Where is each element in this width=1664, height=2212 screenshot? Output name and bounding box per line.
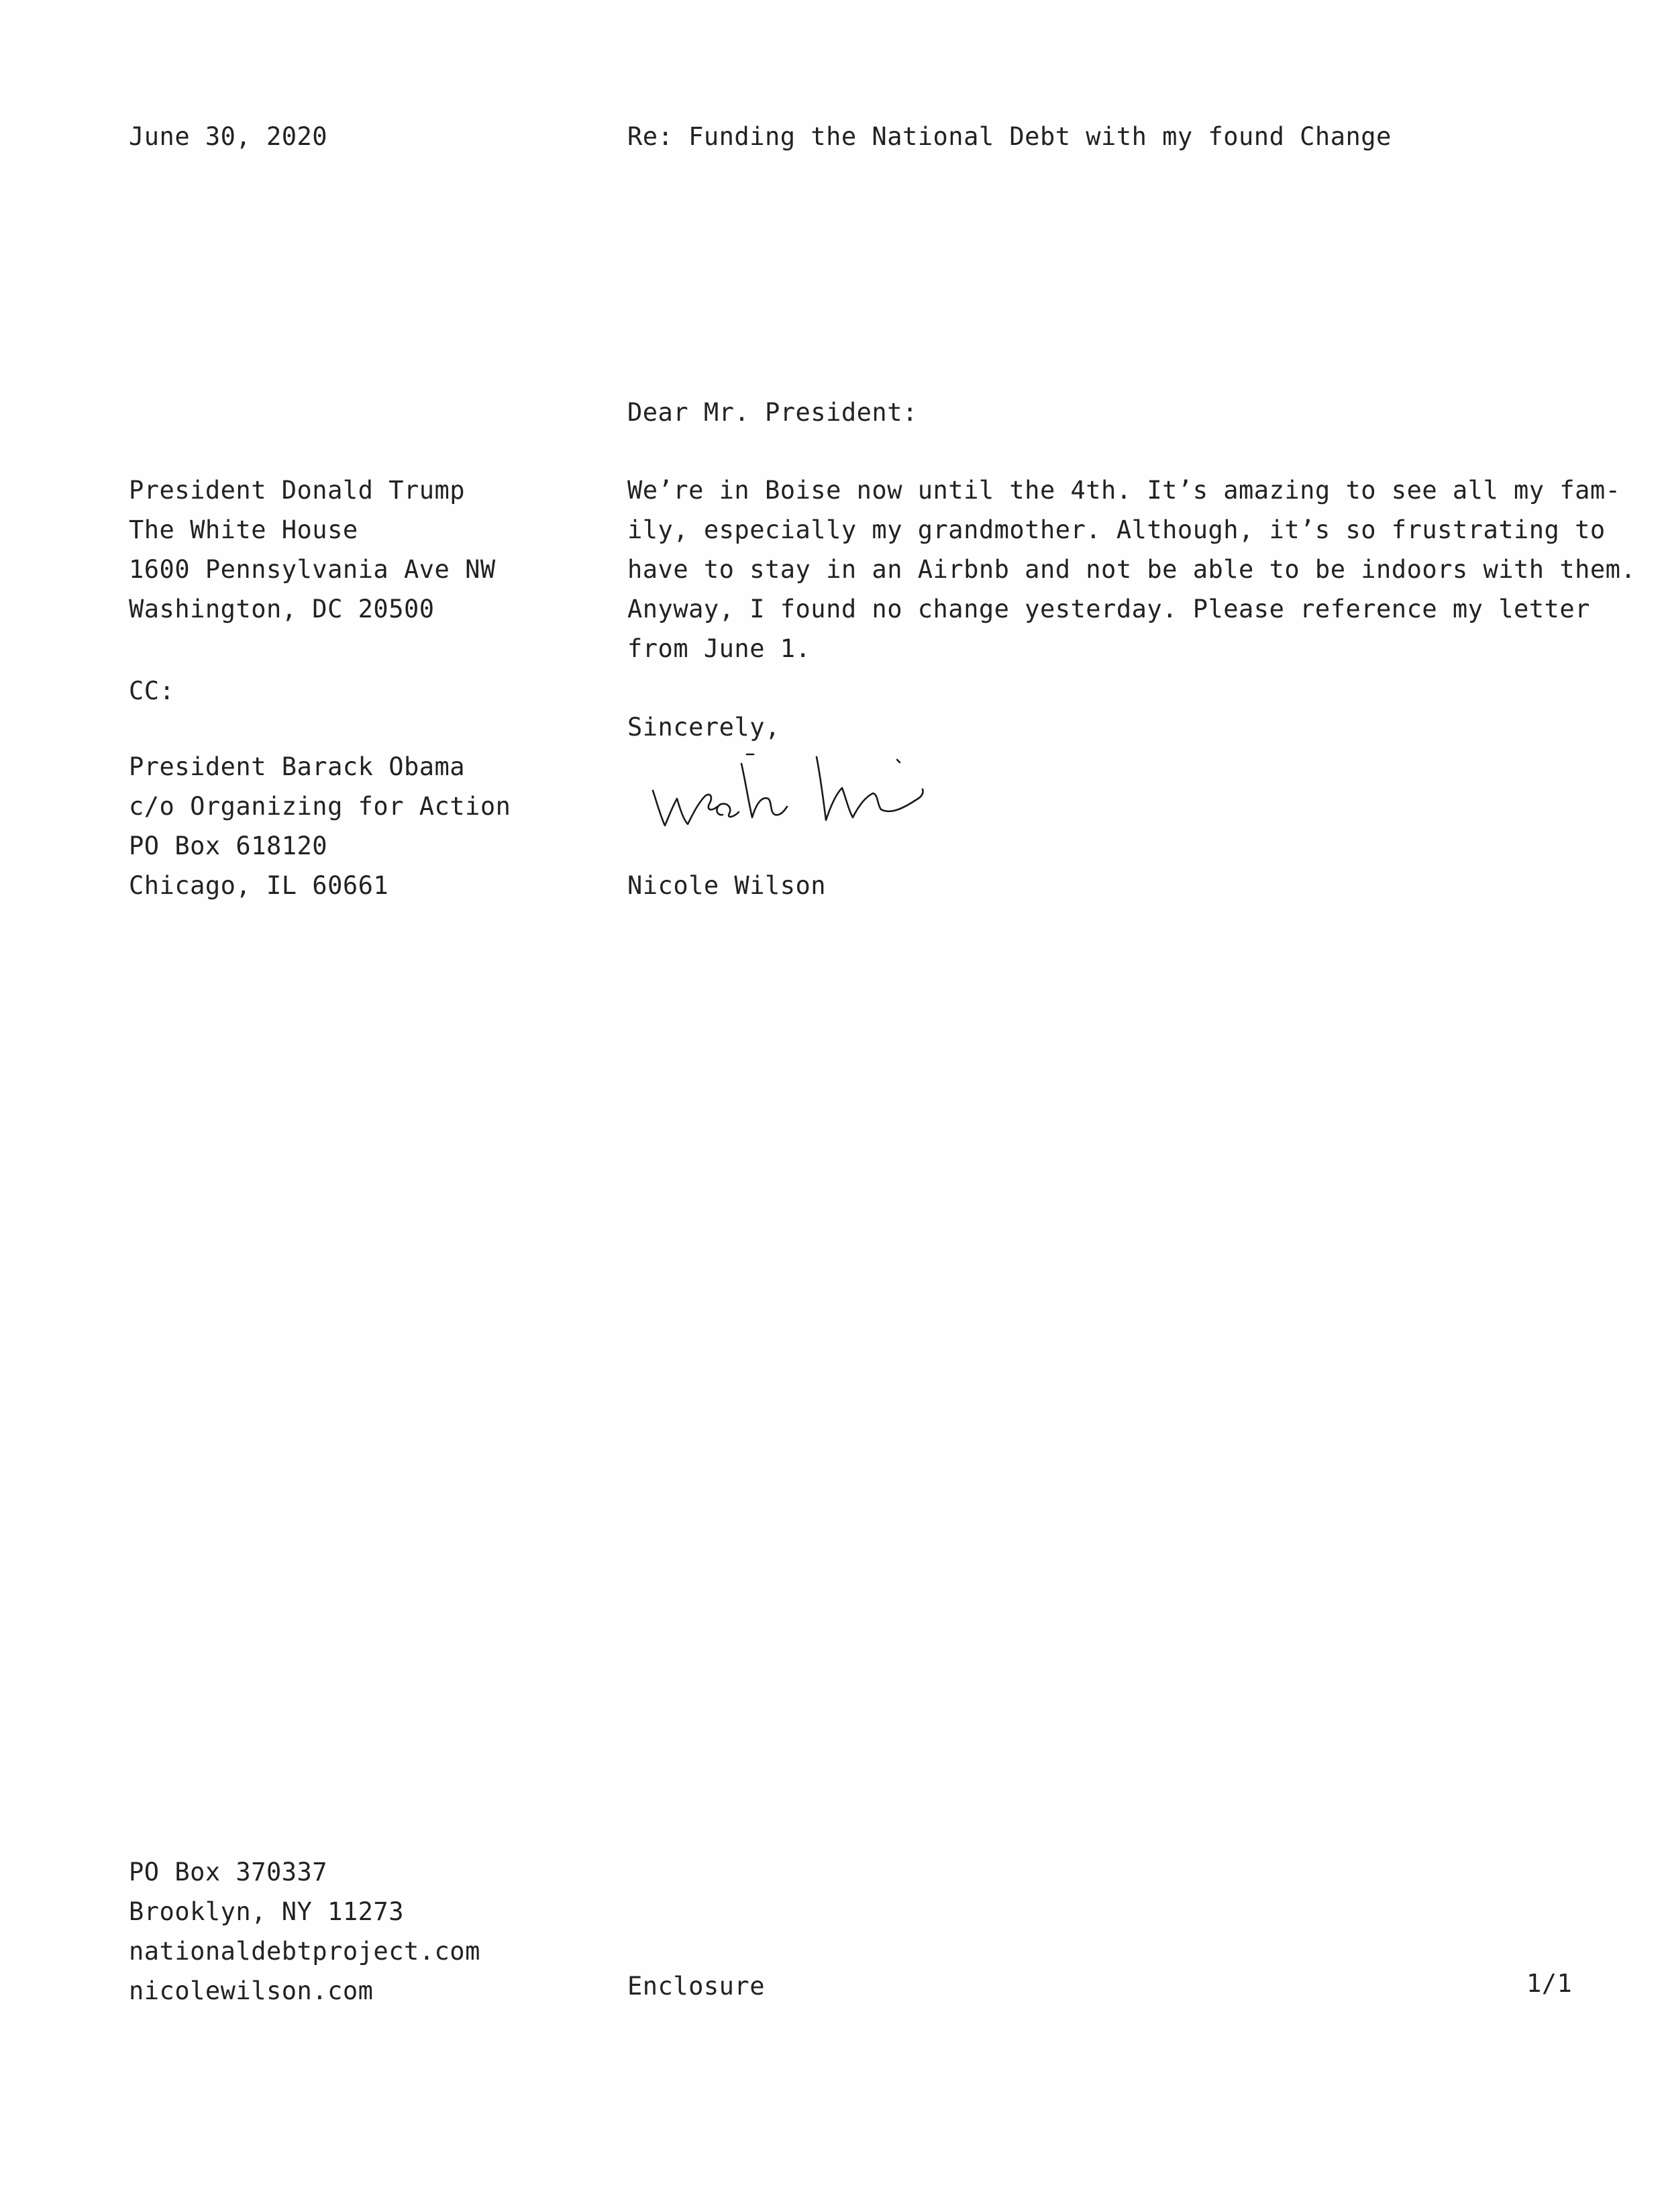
- cc-line: PO Box 618120: [129, 832, 328, 860]
- body-line: We’re in Boise now until the 4th. It’s amazing to see all my fam-: [627, 476, 1621, 505]
- cc-line: Chicago, IL 60661: [129, 871, 389, 900]
- sender-address-line: PO Box 370337: [129, 1858, 328, 1887]
- body-line: from June 1.: [627, 634, 811, 663]
- cc-line: President Barack Obama: [129, 752, 466, 781]
- letter-body: [627, 470, 1636, 668]
- sender-website-link[interactable]: nationaldebtproject.com: [129, 1937, 480, 1966]
- sender-address: [129, 1852, 480, 2011]
- recipient-line: President Donald Trump: [129, 476, 466, 505]
- body-line: Anyway, I found no change yesterday. Please reference my letter: [627, 595, 1590, 623]
- recipient-line: 1600 Pennsylvania Ave NW: [129, 555, 496, 584]
- cc-label: CC:: [129, 676, 175, 705]
- cc-address: [129, 747, 511, 905]
- closing: Sincerely,: [627, 713, 780, 742]
- enclosure-note: Enclosure: [627, 1972, 765, 2001]
- sender-address-line: Brooklyn, NY 11273: [129, 1897, 404, 1926]
- handwritten-signature-icon: [641, 750, 1017, 844]
- sender-website-link[interactable]: nicolewilson.com: [129, 1976, 374, 2005]
- cc-line: c/o Organizing for Action: [129, 792, 511, 821]
- body-line: ily, especially my grandmother. Although, it’s so frustrating to: [627, 515, 1606, 544]
- sender-name: Nicole Wilson: [627, 871, 827, 900]
- recipient-address: [129, 470, 496, 629]
- letter-subject: Re: Funding the National Debt with my found Change: [627, 122, 1392, 151]
- page-number: 1/1: [1526, 1969, 1573, 1998]
- salutation: Dear Mr. President:: [627, 398, 918, 427]
- letter-date: June 30, 2020: [129, 122, 328, 151]
- recipient-line: Washington, DC 20500: [129, 595, 435, 623]
- recipient-line: The White House: [129, 515, 358, 544]
- body-line: have to stay in an Airbnb and not be able to be indoors with them.: [627, 555, 1636, 584]
